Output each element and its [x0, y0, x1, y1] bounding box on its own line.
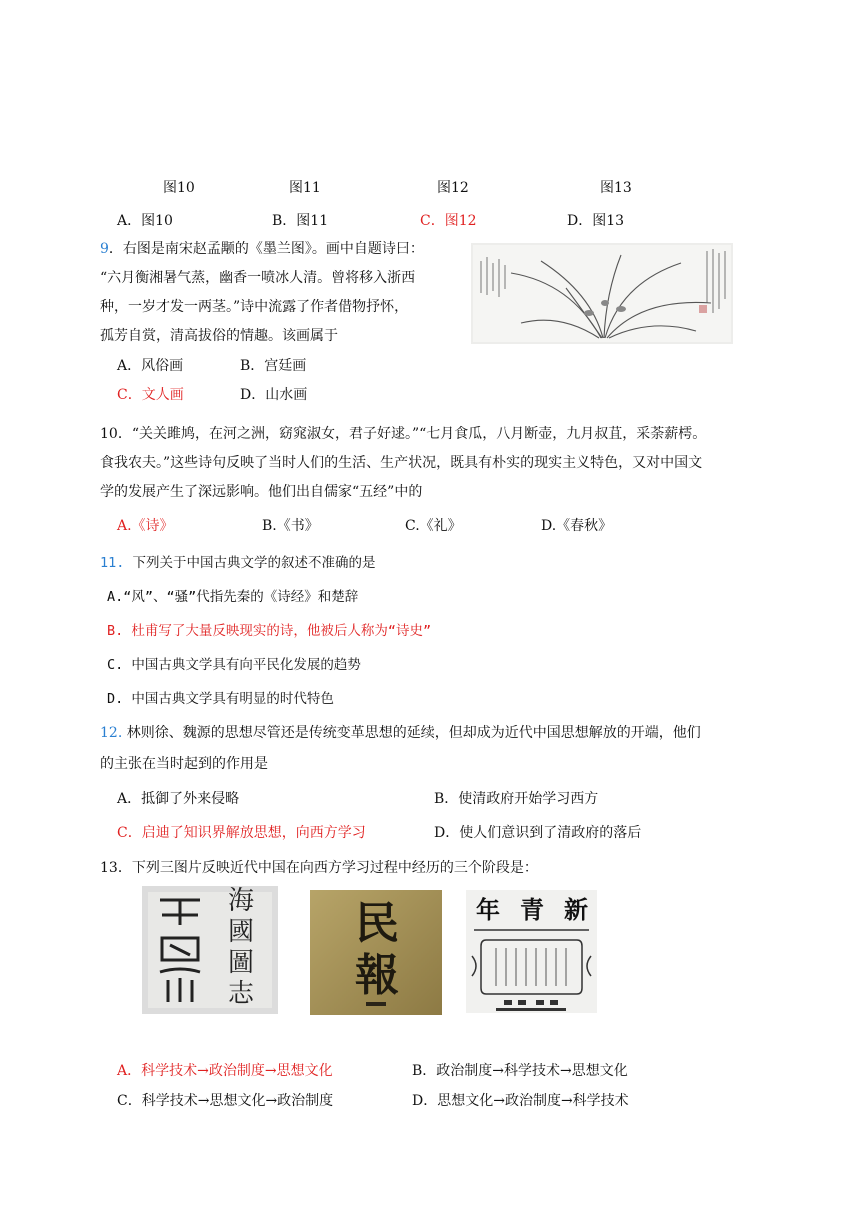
q11-option-d: D. 中国古典文学具有明显的时代特色: [107, 691, 334, 707]
figure-label-13: 图13: [600, 180, 632, 196]
xinqingnian-char-3: 年: [476, 895, 500, 924]
orchid-painting-image: [471, 243, 733, 344]
q11-stem: [100, 553, 376, 573]
haiguo-char-2: 國: [227, 917, 254, 947]
q13-option-d: D．思想文化→政治制度→科学技术: [412, 1093, 629, 1109]
q9-option-c: C．文人画: [117, 387, 184, 403]
q9-stem-line3: 种，一岁才发一两茎。”诗中流露了作者借物抒怀，: [100, 299, 409, 315]
figure-label-12: 图12: [437, 180, 469, 196]
q10-option-d: D.《春秋》: [541, 518, 613, 534]
q9-option-d: D．山水画: [240, 387, 308, 403]
q12-option-a: A．抵御了外来侵略: [117, 791, 240, 807]
q13-stem: 13．下列三图片反映近代中国在向西方学习过程中经历的三个阶段是：: [100, 860, 538, 876]
minbao-char-2: 報: [355, 950, 399, 1001]
haiguo-char-1: 海: [227, 886, 254, 916]
q8-option-c: C．图12: [420, 213, 477, 229]
q9-option-a: A．风俗画: [117, 358, 184, 374]
q10-stem-line3: 学的发展产生了深远影响。他们出自儒家“五经”中的: [100, 484, 423, 500]
q11-stem-text: 下列关于中国古典文学的叙述不准确的是: [124, 555, 376, 571]
q9-stem-line1: [100, 239, 424, 259]
q11-option-b: B. 杜甫写了大量反映现实的诗，他被后人称为“诗史”: [107, 623, 432, 639]
orchid-drawing: [471, 243, 733, 344]
xinqingnian-image: [466, 890, 597, 1013]
q9-stem-line4: 孤芳自赏，清高拔俗的情趣。该画属于: [100, 328, 338, 344]
haiguo-char-3: 圖: [227, 948, 254, 978]
q12-stem-line2: 的主张在当时起到的作用是: [100, 756, 268, 772]
q10-option-a: A.《诗》: [117, 518, 174, 534]
figure-label-10: 图10: [163, 180, 195, 196]
q12-number: 12.: [100, 725, 123, 741]
q10-option-c: C.《礼》: [405, 518, 462, 534]
q9-number: 9: [100, 241, 109, 257]
q10-stem-line2: 食我农夫。”这些诗句反映了当时人们的生活、生产状况，既具有朴实的现实主义特色，又对中国文: [100, 455, 703, 471]
q12-stem-text1: 林则徐、魏源的思想尽管还是传统变革思想的延续，但却成为近代中国思想解放的开端，他们: [122, 725, 701, 741]
haiguo-tuzhi-title: [214, 886, 268, 1010]
q8-option-b: B．图11: [272, 213, 329, 229]
seal-script-column: [150, 890, 210, 1010]
haiguo-tuzhi-image: [142, 886, 278, 1014]
q13-option-c: C．科学技术→思想文化→政治制度: [117, 1093, 334, 1109]
q12-stem-line1: [100, 723, 701, 743]
q12-option-b: B．使清政府开始学习西方: [434, 791, 599, 807]
xinqingnian-char-1: 新: [564, 895, 588, 924]
q13-option-a: A．科学技术→政治制度→思想文化: [117, 1063, 333, 1079]
q10-stem-line1: 10．“关关雎鸠，在河之洲，窈窕淑女，君子好逑。”“七月食瓜，八月断壶，九月叔苴，采荼薪樗。: [100, 426, 707, 442]
magazine-cover-frame: [466, 926, 597, 1013]
q8-option-a: A．图10: [117, 213, 173, 229]
q9-option-b: B．宫廷画: [240, 358, 307, 374]
haiguo-char-4: 志: [227, 979, 254, 1009]
q8-option-d: D．图13: [567, 213, 625, 229]
q12-option-d: D．使人们意识到了清政府的落后: [434, 825, 642, 841]
q11-option-a: A.“风”、“骚”代指先秦的《诗经》和楚辞: [107, 589, 359, 605]
q10-option-b: B.《书》: [262, 518, 319, 534]
q13-option-b: B．政治制度→科学技术→思想文化: [412, 1063, 628, 1079]
q11-option-c: C. 中国古典文学具有向平民化发展的趋势: [107, 657, 361, 673]
q9-stem-line2: “六月衡湘暑气蒸，幽香一喷冰人清。曾将移入浙西: [100, 270, 416, 286]
xinqingnian-char-2: 青: [520, 895, 544, 924]
figure-label-11: 图11: [289, 180, 321, 196]
minbao-char-1: 民: [355, 898, 399, 949]
minbao-title: [332, 898, 422, 1002]
q12-option-c: C．启迪了知识界解放思想，向西方学习: [117, 825, 366, 841]
q11-number: 11.: [100, 555, 125, 571]
xinqingnian-title: [476, 896, 588, 924]
q9-stem-text1: ．右图是南宋赵孟颙的《墨兰图》。画中自题诗曰：: [108, 241, 424, 257]
minbao-image: [310, 890, 442, 1015]
